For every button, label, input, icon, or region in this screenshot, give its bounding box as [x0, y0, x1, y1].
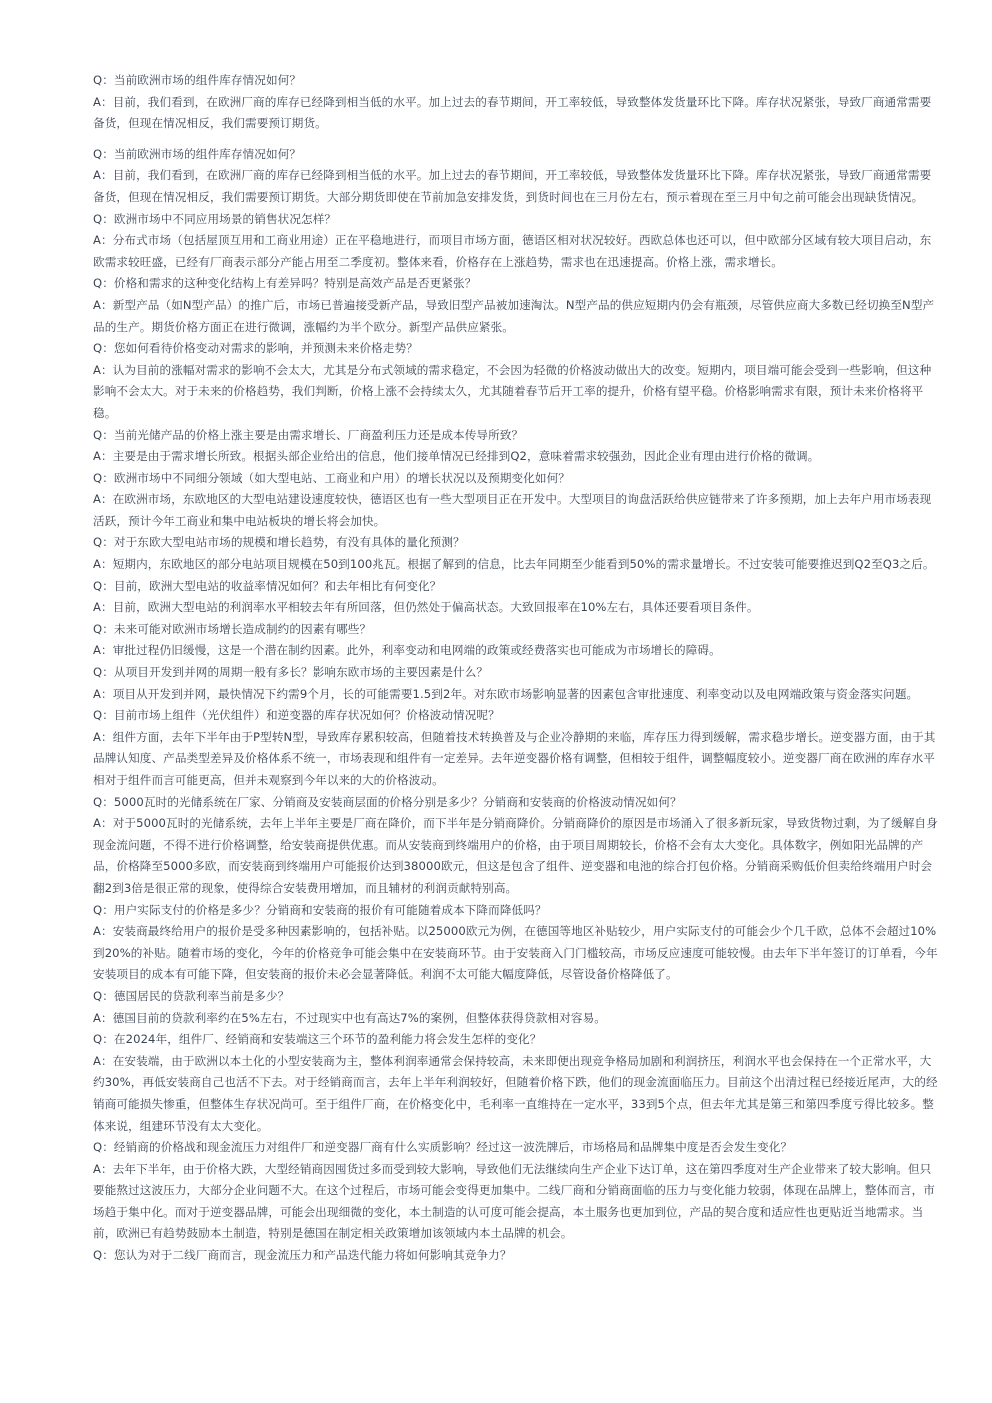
qa-block-14 [93, 900, 942, 986]
answer: A：组件方面，去年下半年由于P型转N型，导致库存累积较高，但随着技术转换普及与企业冷静期的来临，库存压力得到缓解，需求稳步增长。逆变器方面，由于其品牌认知度、产品类型差异及价格体系不统一，市场表现和组件有一定差异。去年逆变器价格有调整，但相较于组件，调整幅度较小。逆变器厂商在欧洲的库存水平相对于组件而言可能更高，但并未观察到今年以来的大的价格波动。 [93, 729, 936, 787]
qa-block-2 [93, 144, 942, 209]
question: Q：用户实际支付的价格是多少？分销商和安装商的报价有可能随着成本下降而降低吗？ [93, 902, 547, 917]
answer: A：安装商最终给用户的报价是受多种因素影响的，包括补贴。以25000欧元为例，在德国等地区补贴较少，用户实际支付的可能会少个几千欧，总体不会超过10%到20%的补贴。随着市场的变化，今年的价格竞争可能会集中在安装商环节。由于安装商入门门槛较高，市场反应速度可能较慢。由去年下半年签订的订单看，今年安装项目的成本有可能下降，但安装商的报价未必会显著降低。利润不太可能大幅度降低，尽管设备价格降低了。 [93, 924, 938, 982]
question: Q：经销商的价格战和现金流压力对组件厂和逆变器厂商有什么实质影响？经过这一波洗牌后，市场格局和品牌集中度是否会发生变化？ [93, 1140, 793, 1155]
qa-block-16 [93, 1029, 942, 1137]
answer: A：目前，欧洲大型电站的利润率水平相较去年有所回落，但仍然处于偏高状态。大致回报率在10%左右，具体还要看项目条件。 [93, 600, 759, 615]
answer: A：目前，我们看到，在欧洲厂商的库存已经降到相当低的水平。加上过去的春节期间，开工率较低，导致整体发货量环比下降。库存状况紧张，导致厂商通常需要备货，但现在情况相反，我们需要预订期货。 [93, 94, 932, 131]
answer: A：去年下半年，由于价格大跌，大型经销商因囤货过多而受到较大影响，导致他们无法继续向生产企业下达订单，这在第四季度对生产企业带来了较大影响。但只要能熬过这波压力，大部分企业问题不大。在这个过程后，市场可能会变得更加集中。二线厂商和分销商面临的压力与变化能力较弱，体现在品牌上，整体而言，市场趋于集中化。而对于逆变器品牌，可能会出现细微的变化，本土制造的认可度可能会提高，本土服务也更加到位，产品的契合度和适应性也更贴近当地需求。当前，欧洲已有趋势鼓励本土制造，特别是德国在制定相关政策增加该领域内本土品牌的机会。 [93, 1161, 935, 1241]
answer: A：分布式市场（包括屋顶互用和工商业用途）正在平稳地进行，而项目市场方面，德语区相对状况较好。西欧总体也还可以，但中欧部分区域有较大项目启动，东欧需求较旺盛，已经有厂商表示部分产能占用至二季度初。整体来看，价格存在上涨趋势，需求也在迅速提高。价格上涨，需求增长。 [93, 233, 932, 269]
question: Q：目前市场上组件（光伏组件）和逆变器的库存状况如何？价格波动情况呢？ [93, 708, 500, 723]
qa-block-9 [93, 576, 942, 619]
qa-block-18 [93, 1245, 942, 1267]
qa-block-8 [93, 532, 942, 575]
answer: A：审批过程仍旧缓慢，这是一个潜在制约因素。此外，利率变动和电网端的政策或经费落实也可能成为市场增长的障碍。 [93, 643, 721, 658]
question: Q：5000瓦时的光储系统在厂家、分销商及安装商层面的价格分别是多少？分销商和安装商的价格波动情况如何？ [93, 794, 682, 809]
answer: A：认为目前的涨幅对需求的影响不会太大，尤其是分布式领域的需求稳定，不会因为轻微的价格波动做出大的改变。短期内，项目端可能会受到一些影响，但这种影响不会太大。对于未来的价格趋势，我们判断，价格上涨不会持续太久，尤其随着春节后开工率的提升，价格有望平稳。价格影响需求有限，预计未来价格将平稳。 [93, 362, 932, 420]
question: Q：当前光储产品的价格上涨主要是由需求增长、厂商盈利压力还是成本传导所致？ [93, 427, 524, 442]
question: Q：目前，欧洲大型电站的收益率情况如何？和去年相比有何变化？ [93, 578, 442, 593]
qa-block-6 [93, 425, 942, 468]
qa-block-13 [93, 792, 942, 900]
answer: A：在欧洲市场，东欧地区的大型电站建设速度较快，德语区也有一些大型项目正在开发中。大型项目的询盘活跃给供应链带来了许多预期，加上去年户用市场表现活跃，预计今年工商业和集中电站板块的增长将会加快。 [93, 492, 932, 528]
qa-block-15 [93, 986, 942, 1029]
question: Q：从项目开发到并网的周期一般有多长？影响东欧市场的主要因素是什么？ [93, 665, 489, 680]
question: Q：您认为对于二线厂商而言，现金流压力和产品迭代能力将如何影响其竞争力？ [93, 1248, 512, 1263]
question: Q：未来可能对欧洲市场增长造成制约的因素有哪些？ [93, 621, 372, 636]
question: Q：欧洲市场中不同应用场景的销售状况怎样？ [93, 211, 337, 226]
qa-block-7 [93, 468, 942, 533]
answer: A：主要是由于需求增长所致。根据头部企业给出的信息，他们接单情况已经排到Q2，意味着需求较强劲，因此企业有理由进行价格的微调。 [93, 449, 820, 464]
qa-block-1 [93, 70, 942, 135]
answer: A：短期内，东欧地区的部分电站项目规模在50到100兆瓦。根据了解到的信息，比去年同期至少能看到50%的需求量增长。不过安装可能要推迟到Q2至Q3之后。 [93, 557, 935, 572]
question: Q：对于东欧大型电站市场的规模和增长趋势，有没有具体的量化预测？ [93, 535, 465, 550]
qa-block-3 [93, 209, 942, 274]
question: Q：价格和需求的这种变化结构上有差异吗？特别是高效产品是否更紧张？ [93, 276, 477, 291]
question: Q：当前欧洲市场的组件库存情况如何？ [93, 73, 302, 87]
question: Q：欧洲市场中不同细分领域（如大型电站、工商业和户用）的增长状况以及预期变化如何？ [93, 470, 570, 485]
answer: A：新型产品（如N型产品）的推广后，市场已普遍接受新产品，导致旧型产品被加速淘汰。N型产品的供应短期内仍会有瓶颈，尽管供应商大多数已经切换至N型产品的生产。期货价格方面正在进行微调，涨幅约为半个欧分。新型产品供应紧张。 [93, 297, 935, 334]
question: Q：德国居民的贷款利率当前是多少？ [93, 988, 290, 1003]
question: Q：您如何看待价格变动对需求的影响，并预测未来价格走势？ [93, 341, 418, 356]
qa-block-4 [93, 273, 942, 338]
qa-block-11 [93, 662, 942, 705]
question: Q：在2024年，组件厂、经销商和安装端这三个环节的盈利能力将会发生怎样的变化？ [93, 1032, 542, 1047]
answer: A：德国目前的贷款利率约在5%左右，不过现实中也有高达7%的案例，但整体获得贷款相对容易。 [93, 1010, 606, 1025]
question: Q：当前欧洲市场的组件库存情况如何？ [93, 146, 302, 161]
answer: A：对于5000瓦时的光储系统，去年上半年主要是厂商在降价，而下半年是分销商降价。分销商降价的原因是市场涌入了很多新玩家，导致货物过剩，为了缓解自身现金流问题，不得不进行价格调整，给安装商提供优惠。而从安装商到终端用户的价格，由于项目周期较长，价格不会有太大变化。具体数字，例如阳光品牌的产品，价格降至5000多欧，而安装商到终端用户可能报价达到38000欧元，但这是包含了组件、逆变器和电池的综合打包价格。分销商采购低价但卖给终端用户时会翻2到3倍是很正常的现象，使得综合安装费用增加，而且辅材的利润贡献特别高。 [93, 816, 938, 895]
qa-block-5 [93, 338, 942, 424]
section-gap [93, 135, 942, 144]
qa-block-10 [93, 619, 942, 662]
qa-block-17 [93, 1137, 942, 1245]
answer: A：目前，我们看到，在欧洲厂商的库存已经降到相当低的水平。加上过去的春节期间，开工率较低，导致整体发货量环比下降。库存状况紧张，导致厂商通常需要备货，但现在情况相反，我们需要预订期货。大部分期货即使在节前加急安排发货，到货时间也在三月份左右，预示着现在至三月中旬之前可能会出现缺货情况。 [93, 168, 932, 204]
answer: A：在安装端，由于欧洲以本土化的小型安装商为主，整体利润率通常会保持较高，未来即便出现竞争格局加剧和利润挤压，利润水平也会保持在一个正常水平，大约30%，再低安装商自己也活不下去。对于经销商而言，去年上半年利润较好，但随着价格下跌，他们的现金流面临压力。目前这个出清过程已经接近尾声，大的经销商可能损失惨重，但整体生存状况尚可。至于组件厂商，在价格变化中，毛利率一直维持在一定水平，33到5个点，但去年尤其是第三和第四季度亏得比较多。整体来说，组建环节没有太大变化。 [93, 1053, 938, 1133]
qa-block-12 [93, 705, 942, 791]
answer: A：项目从开发到并网，最快情况下约需9个月，长的可能需要1.5到2年。对东欧市场影响显著的因素包含审批速度、利率变动以及电网端政策与资金落实问题。 [93, 686, 919, 701]
